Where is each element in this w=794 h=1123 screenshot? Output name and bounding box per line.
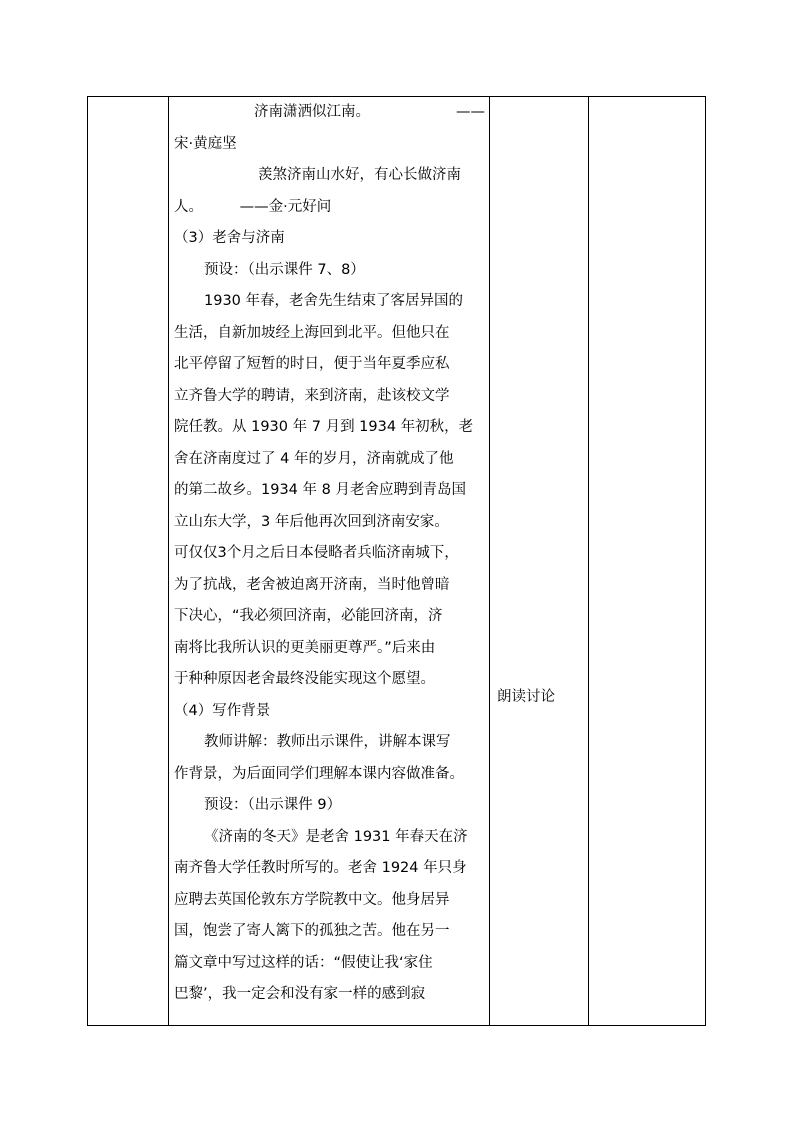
paragraph-line: 立齐鲁大学的聘请，来到济南，赴该校文学 — [174, 387, 450, 404]
quote-author: 宋·黄庭坚 — [174, 135, 237, 152]
column-divider — [489, 97, 490, 1025]
text-line — [174, 192, 485, 224]
paragraph-line: 巴黎’，我一定会和没有家一样的感到寂 — [174, 986, 426, 1002]
paragraph-line: 南将比我所认识的更美丽更尊严。”后来由 — [174, 639, 436, 656]
paragraph-line: 可仅仅3个月之后日本侵略者兵临济南城下， — [174, 545, 459, 561]
preset-line: 预设：（出示课件 9） — [204, 797, 342, 813]
text-line — [174, 97, 485, 129]
paragraph-line: 1930 年春，老舍先生结束了客居异国的 — [204, 293, 464, 309]
paragraph-line: 生活，自新加坡经上海回到北平。但他只在 — [174, 324, 450, 341]
paragraph-line: 下决心，“我必须回济南，必能回济南，济 — [174, 608, 443, 624]
quote-dash: —— — [456, 104, 485, 120]
lesson-table — [87, 96, 706, 1026]
paragraph-line: 应聘去英国伦敦东方学院教中文。他身居异 — [174, 891, 450, 908]
quote-line: 羡煞济南山水好，有心长做济南 — [258, 167, 461, 183]
column-divider — [588, 97, 589, 1025]
preset-line: 预设：（出示课件 7、8） — [204, 261, 365, 278]
paragraph-line: 教师讲解：教师出示课件，讲解本课写 — [204, 734, 451, 750]
quote-end: 人。 — [174, 198, 203, 215]
paragraph-line: 《济南的冬天》是老舍 1931 年春天在济 — [204, 828, 468, 845]
paragraph-line: 院任教。从 1930 年 7 月到 1934 年初秋，老 — [174, 419, 474, 435]
lesson-content-cell — [174, 97, 485, 1011]
section-heading: （3）老舍与济南 — [174, 230, 285, 246]
column-divider — [168, 97, 169, 1025]
paragraph-line: 南齐鲁大学任教时所写的。老舍 1924 年只身 — [174, 860, 467, 876]
quote-line: 济南潇洒似江南。 — [254, 104, 370, 120]
section-heading: （4）写作背景 — [174, 702, 271, 719]
paragraph-line: 北平停留了短暂的时日，便于当年夏季应私 — [174, 356, 450, 372]
quote-author: ——金·元好问 — [239, 198, 332, 215]
paragraph-line: 的第二故乡。1934 年 8 月老舍应聘到青岛国 — [174, 482, 466, 498]
paragraph-line: 为了抗战，老舍被迫离开济南，当时他曾暗 — [174, 576, 450, 593]
paragraph-line: 舍在济南度过了 4 年的岁月，济南就成了他 — [174, 450, 454, 467]
paragraph-line: 篇文章中写过这样的话：“假使让我‘家住 — [174, 954, 433, 971]
paragraph-line: 于种种原因老舍最终没能实现这个愿望。 — [174, 671, 435, 687]
paragraph-line: 国，饱尝了寄人篱下的孤独之苦。他在另一 — [174, 923, 450, 939]
paragraph-line: 作背景，为后面同学们理解本课内容做准备。 — [174, 765, 464, 782]
method-cell-text: 朗读讨论 — [497, 689, 555, 705]
paragraph-line: 立山东大学，3 年后他再次回到济南安家。 — [174, 513, 449, 530]
